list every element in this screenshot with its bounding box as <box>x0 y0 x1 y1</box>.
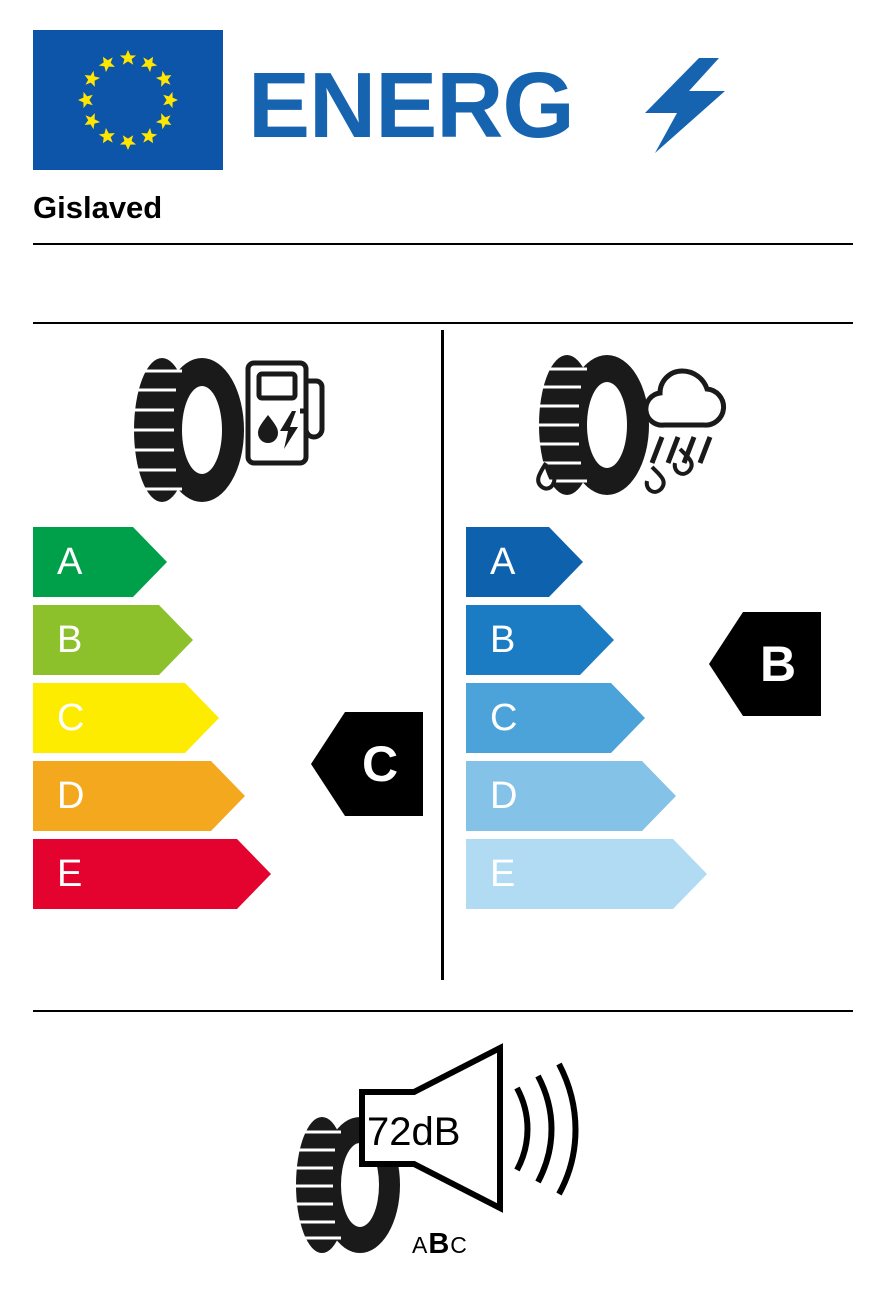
wet-grade-a <box>466 527 583 597</box>
wet-result-label: B <box>759 636 797 692</box>
fuel-grade-e <box>33 839 271 909</box>
fuel-efficiency-pictogram <box>120 345 330 520</box>
wet-grade-d-label: D <box>490 775 518 817</box>
fuel-grade-c-label: C <box>57 697 85 739</box>
fuel-drop-icon <box>258 411 298 449</box>
noise-class-c: C <box>450 1232 468 1258</box>
noise-class-indicator <box>412 1228 468 1261</box>
wet-grade-e <box>466 839 707 909</box>
fuel-grade-d-label: D <box>57 775 85 817</box>
wet-grade-c <box>466 683 645 753</box>
wet-grade-e-label: E <box>490 853 516 895</box>
tyre-icon <box>134 358 244 502</box>
brand-name: Gislaved <box>33 190 163 225</box>
label-header <box>33 30 853 175</box>
tyre-icon <box>539 355 649 495</box>
wet-grade-b <box>466 605 614 675</box>
noise-db-value: 72dB <box>367 1110 461 1154</box>
divider-top <box>33 322 853 324</box>
divider-brand <box>33 243 853 245</box>
divider-bottom <box>33 1010 853 1012</box>
wet-grade-a-label: A <box>490 541 516 583</box>
wet-grip-pictogram <box>520 345 735 520</box>
fuel-grade-d <box>33 761 245 831</box>
fuel-grade-e-label: E <box>57 853 83 895</box>
fuel-grade-c <box>33 683 219 753</box>
wet-result-marker <box>709 612 821 716</box>
fuel-grade-a <box>33 527 167 597</box>
wet-grade-c-label: C <box>490 697 518 739</box>
fuel-pump-icon <box>248 363 322 463</box>
fuel-grade-b-label: B <box>57 619 83 661</box>
divider-vertical <box>441 330 444 980</box>
wet-grade-d <box>466 761 676 831</box>
energy-wordmark: ENERG <box>248 53 574 157</box>
lightning-bolt-icon <box>641 58 741 153</box>
noise-class-b: B <box>428 1228 451 1260</box>
fuel-grade-a-label: A <box>57 541 83 583</box>
rain-cloud-icon <box>646 371 724 463</box>
sound-waves-icon <box>517 1064 576 1194</box>
eu-stars-icon <box>33 30 223 170</box>
fuel-result-label: C <box>361 736 399 792</box>
wet-grade-b-label: B <box>490 619 516 661</box>
fuel-result-marker <box>311 712 423 816</box>
fuel-grade-b <box>33 605 193 675</box>
eu-flag-icon <box>33 30 223 170</box>
noise-class-a: A <box>412 1232 429 1258</box>
